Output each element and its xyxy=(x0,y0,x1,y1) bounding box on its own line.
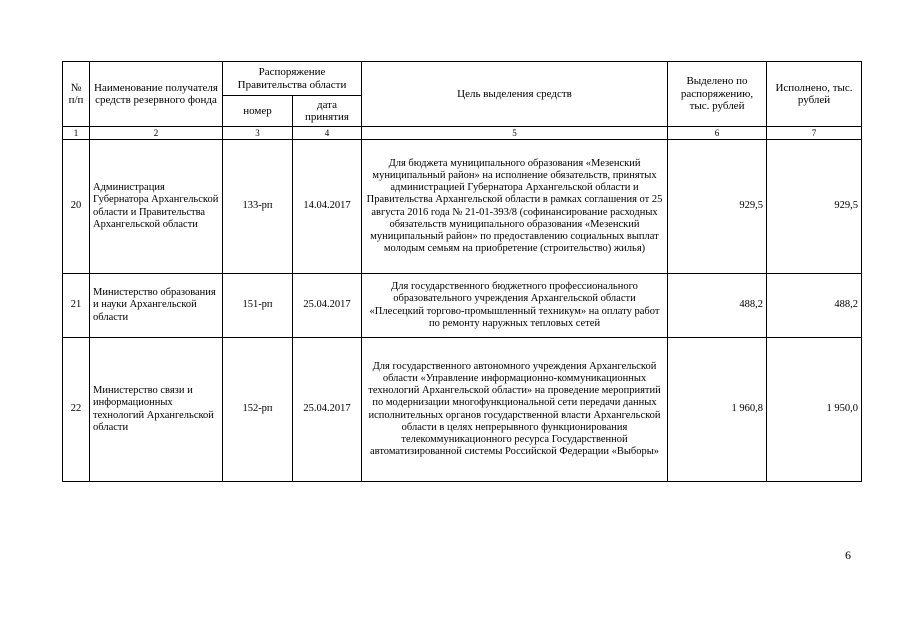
row-executed: 488,2 xyxy=(767,274,862,338)
row-num: 21 xyxy=(63,274,90,338)
row-recipient: Министерство образования и науки Архангельской области xyxy=(90,274,223,338)
row-recipient: Министерство связи и информационных технологий Архангельской области xyxy=(90,338,223,482)
page-number: 6 xyxy=(845,548,851,562)
column-number: 2 xyxy=(90,127,223,140)
budget-reserve-table xyxy=(62,61,862,482)
row-purpose: Для государственного бюджетного профессионального образовательного учреждения Архангельской области «Плесецкий торгово-промышленный техникум» на оплату работ по ремонту наружных тепловых сетей xyxy=(362,274,668,338)
row-num: 20 xyxy=(63,140,90,274)
row-allocated: 1 960,8 xyxy=(668,338,767,482)
row-purpose: Для государственного автономного учреждения Архангельской области «Управление информационно-коммуникационных технологий Архангельской области» на проведение мероприятий по модернизации многофункциональной сети передачи данных исполнительных органов государственной власти Архангельской области в целях непрерывного функционирования телекоммуникационного ресурса Государственной автоматизированной системы Российской Федерации «Выборы» xyxy=(362,338,668,482)
row-recipient: Администрация Губернатора Архангельской области и Правительства Архангельской области xyxy=(90,140,223,274)
row-order-number: 152-рп xyxy=(223,338,293,482)
header-allocated: Выделено по распоряжению, тыс. рублей xyxy=(668,62,767,127)
row-order-date: 25.04.2017 xyxy=(293,274,362,338)
row-allocated: 488,2 xyxy=(668,274,767,338)
row-order-number: 133-рп xyxy=(223,140,293,274)
row-order-date: 25.04.2017 xyxy=(293,338,362,482)
row-num: 22 xyxy=(63,338,90,482)
column-number: 3 xyxy=(223,127,293,140)
table-row xyxy=(63,338,862,482)
column-number: 5 xyxy=(362,127,668,140)
column-number: 4 xyxy=(293,127,362,140)
header-purpose: Цель выделения средств xyxy=(362,62,668,127)
row-purpose: Для бюджета муниципального образования «Мезенский муниципальный район» на исполнение обязательств, принятых администрацией Губернатора Архангельской области и Правительства Архангельской области в рамках соглашения от 25 августа 2016 года № 21-01-393/8 (софинансирование расходных обязательств муниципального образования «Мезенский муниципальный район» по предоставлению социальных выплат молодым семьям на приобретение (строительство) жилья) xyxy=(362,140,668,274)
header-recipient: Наименование получателя средств резервного фонда xyxy=(90,62,223,127)
row-executed: 929,5 xyxy=(767,140,862,274)
table-row xyxy=(63,140,862,274)
row-order-number: 151-рп xyxy=(223,274,293,338)
column-number: 7 xyxy=(767,127,862,140)
column-number: 6 xyxy=(668,127,767,140)
header-order-number: номер xyxy=(223,96,293,127)
header-num: № п/п xyxy=(63,62,90,127)
header-executed: Исполнено, тыс. рублей xyxy=(767,62,862,127)
header-order-group: Распоряжение Правительства области xyxy=(223,62,362,96)
row-order-date: 14.04.2017 xyxy=(293,140,362,274)
table-row xyxy=(63,274,862,338)
header-order-date: дата принятия xyxy=(293,96,362,127)
row-executed: 1 950,0 xyxy=(767,338,862,482)
column-number: 1 xyxy=(63,127,90,140)
row-allocated: 929,5 xyxy=(668,140,767,274)
